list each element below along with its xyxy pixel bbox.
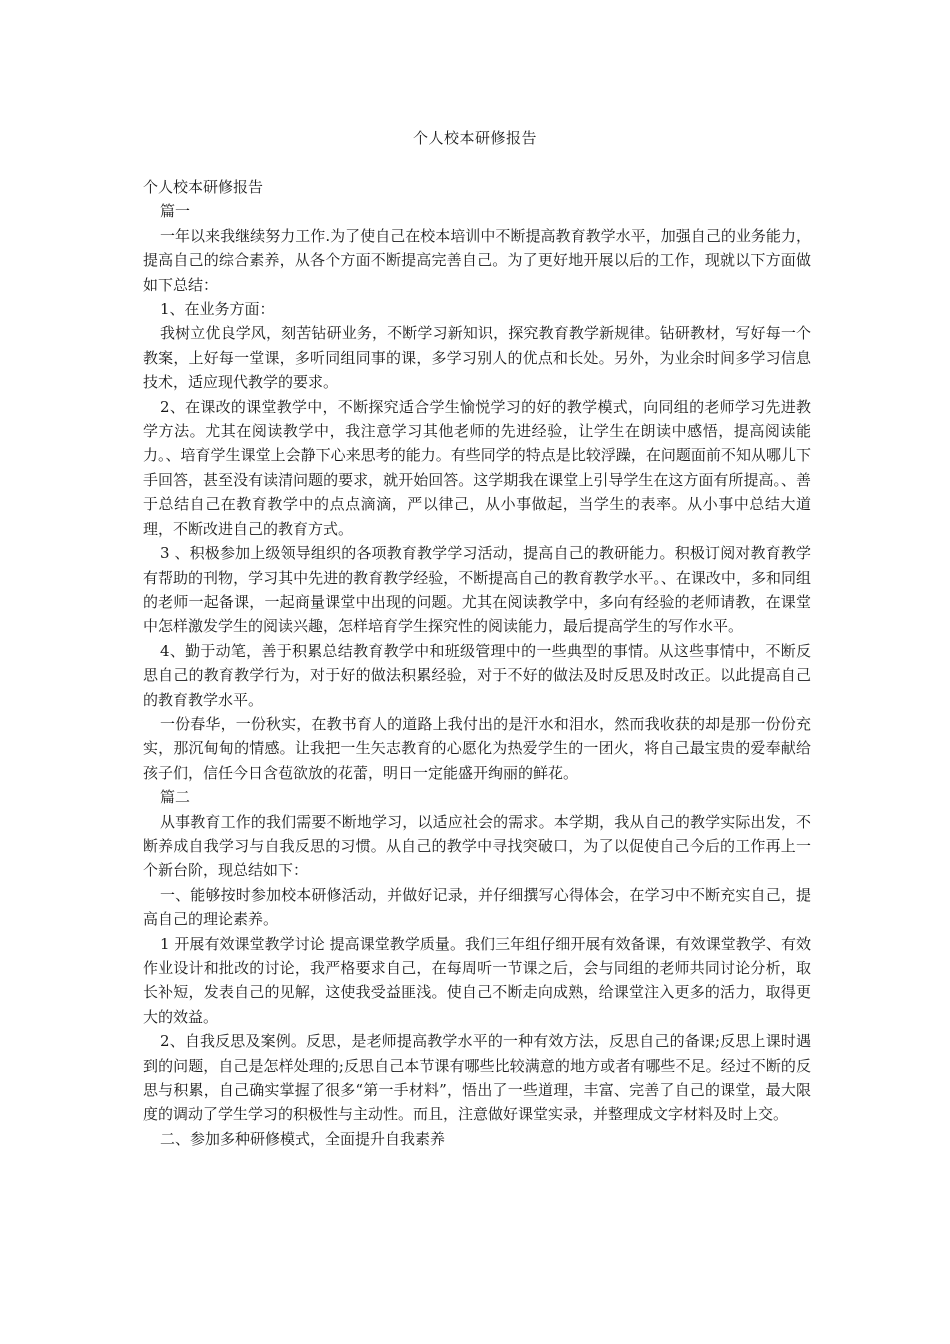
paragraph: 一份春华，一份秋实，在教书育人的道路上我付出的是汗水和泪水，然而我收获的却是那一份份充实，那沉甸甸的情感。让我把一生矢志教育的心愿化为热爱学生的一团火，将自己最宝贵的爱奉献给孩子们，信任今日含苞欲放的花蕾，明日一定能盛开绚丽的鲜花。 <box>143 714 811 782</box>
paragraph: 我树立优良学风，刻苦钻研业务，不断学习新知识，探究教育教学新规律。钻研教材，写好每一个教案，上好每一堂课，多听同组同事的课，多学习别人的优点和长处。另外，为业余时间多学习信息技术，适应现代教学的要求。 <box>143 324 811 392</box>
part-label-2: 篇二 <box>160 788 191 807</box>
paragraph: 1 开展有效课堂教学讨论 提高课堂教学质量。我们三年组仔细开展有效备课，有效课堂教学、有效作业设计和批改的讨论，我严格要求自己，在每周听一节课之后，会与同组的老师共同讨论分析，取长补短，发表自己的见解，这使我受益匪浅。使自己不断走向成熟，给课堂注入更多的活力，取得更大的效益。 <box>143 934 811 1026</box>
part-label-1: 篇一 <box>160 202 191 221</box>
paragraph: 从事教育工作的我们需要不断地学习，以适应社会的需求。本学期，我从自己的教学实际出发，不断养成自我学习与自我反思的习惯。从自己的教学中寻找突破口，为了以促使自己今后的工作再上一个新台阶，现总结如下： <box>143 812 811 880</box>
section-heading: 个人校本研修报告 <box>143 178 264 196</box>
paragraph: 一、能够按时参加校本研修活动，并做好记录，并仔细撰写心得体会，在学习中不断充实自己，提高自己的理论素养。 <box>143 885 811 929</box>
paragraph: 4、勤于动笔，善于积累总结教育教学中和班级管理中的一些典型的事情。从这些事情中，不断反思自己的教育教学行为，对于好的做法积累经验，对于不好的做法及时反思及时改正。以此提高自己的教育教学水平。 <box>143 641 811 709</box>
paragraph: 2、在课改的课堂教学中，不断探究适合学生愉悦学习的好的教学模式，向同组的老师学习先进教学方法。尤其在阅读教学中，我注意学习其他老师的先进经验，让学生在朗读中感悟，提高阅读能力。、培育学生课堂上会静下心来思考的能力。有些同学的特点是比较浮躁，在问题面前不知从哪儿下手回答，甚至没有读清问题的要求，就开始回答。这学期我在课堂上引导学生在这方面有所提高。、善于总结自己在教育教学中的点点滴滴，严以律己，从小事做起，当学生的表率。从小事中总结大道理，不断改进自己的教育方式。 <box>143 397 811 538</box>
paragraph: 1、在业务方面： <box>160 300 275 319</box>
paragraph: 一年以来我继续努力工作.为了使自己在校本培训中不断提高教育教学水平，加强自己的业务能力，提高自己的综合素养，从各个方面不断提高完善自己。为了更好地开展以后的工作，现就以下方面做如下总结： <box>143 226 811 294</box>
paragraph: 二、参加多种研修模式，全面提升自我素养 <box>160 1129 446 1148</box>
paragraph: 2、自我反思及案例。反思，是老师提高教学水平的一种有效方法，反思自己的备课;反思上课时遇到的问题，自己是怎样处理的;反思自己本节课有哪些比较满意的地方或者有哪些不足。经过不断的反思与积累，自己确实掌握了很多“第一手材料”，悟出了一些道理，丰富、完善了自己的课堂，最大限度的调动了学生学习的积极性与主动性。而且，注意做好课堂实录，并整理成文字材料及时上交。 <box>143 1032 811 1124</box>
document-title: 个人校本研修报告 <box>412 129 537 147</box>
paragraph: 3 、积极参加上级领导组织的各项教育教学学习活动，提高自己的教研能力。积极订阅对教育教学有帮助的刊物，学习其中先进的教育教学经验，不断提高自己的教育教学水平。、在课改中，多和同组的老师一起备课，一起商量课堂中出现的问题。尤其在阅读教学中，多向有经验的老师请教，在课堂中怎样激发学生的阅读兴趣，怎样培育学生探究性的阅读能力，最后提高学生的写作水平。 <box>143 544 811 636</box>
document-body <box>143 175 811 1151</box>
